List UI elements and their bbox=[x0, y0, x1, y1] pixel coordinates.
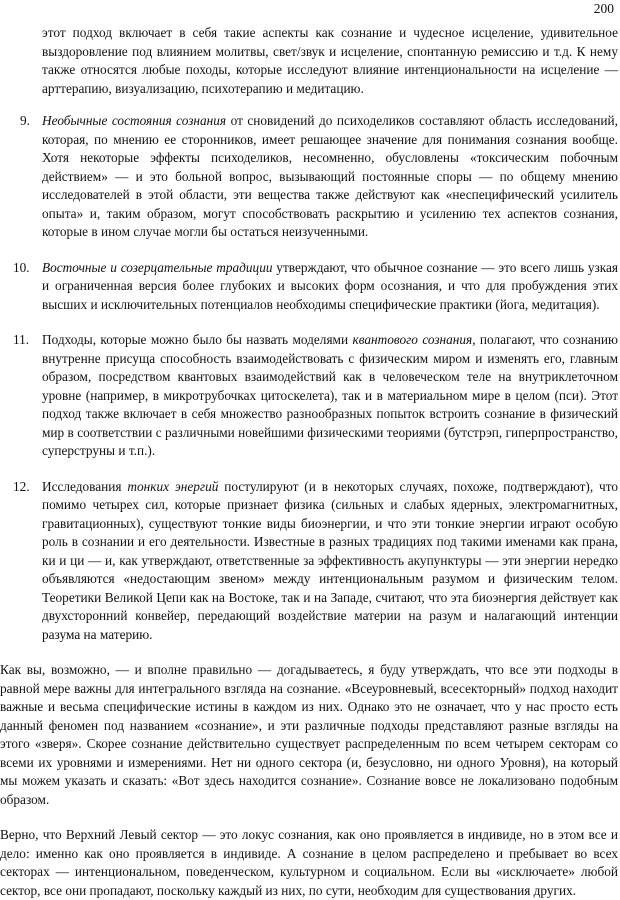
list-item-text: от сновидений до психоделиков составляют область исследований, которая, по мнению ее сторонников, имеет решающее значение для понимания сознания вообще. Хотя некоторые эффекты психоделиков, несомненно, обусловлены «токсическим побочным действием» — и это больной вопрос, вызывающий постоянные споры — по общему мнению исследователей в этой области, эти вещества также действуют как «неспецифический усилитель опыта» и, таким образом, могут способствовать раскрытию и усилению тех аспектов сознания, которые в ином случае могли бы остаться неизученными. bbox=[42, 113, 618, 239]
list-item-9 bbox=[20, 112, 618, 242]
list-item-text: утверждают, что обычное сознание — это всего лишь узкая и ограниченная версия более глубоких и высоких форм осознания, и что для пробуждения этих высших и исключительных потенциалов необходимы специфические практики (йога, медитация). bbox=[42, 259, 618, 312]
page-body bbox=[0, 24, 620, 900]
list-item-lead: Исследования bbox=[42, 478, 128, 494]
list-item-term: квантового сознания bbox=[352, 332, 473, 347]
list-item-11 bbox=[13, 331, 618, 461]
list-item-number: 11. bbox=[13, 332, 30, 347]
list-item-text: постулируют (и в некоторых случаях, похоже, подтверждают), что помимо четырех сил, которые признает физика (сильных и слабых ядерных, электромагнитных, гравитационных), существуют тонкие виды биоэнергии, и что эти тонкие энергии играют особую роль в сознании и его деятельности. Известные в разных традициях под такими именами как прана, ки и ци — и, как утверждают, ответственные за эффективность акупунктуры — эти энергии нередко объявляются «недостающим звеном» между интенциональным разумом и физическим телом. Теоретики Великой Цепи как на Востоке, так и на Западе, считают, что эта биоэнергия действует как двухсторонний конвейер, передающий воздействие материи на разум и налагающий интенции разума на материю. bbox=[42, 478, 619, 642]
numbered-list bbox=[0, 112, 620, 644]
list-item-10 bbox=[13, 259, 618, 315]
body-paragraph: Верно, что Верхний Левый сектор — это локус сознания, как оно проявляется в индивиде, но в этом все и дело: именно как оно проявляется в индивиде. А сознание в целом распределено и пребывает во всех секторах — интенциональном, поведенческом, культурном и социальном. Если вы «исключаете» любой сектор, все они пропадают, поскольку каждый из них, по сути, необходим для существования других. bbox=[0, 827, 618, 898]
list-item-8-continuation: этот подход включает в себя такие аспекты как сознание и чудесное исцеление, удивительное выздоровление под влиянием молитвы, свет/звук и исцеление, спонтанную ремиссию и т.д. К нему также относятся любые походы, которые исследуют влияние интенциональности на исцеление — арттерапию, визуализацию, психотерапию и медитацию. bbox=[42, 25, 618, 96]
list-item-number: 10. bbox=[13, 259, 30, 275]
list-item-term: тонких энергий bbox=[127, 478, 219, 494]
list-item-term: Восточные и созерцательные традиции bbox=[42, 259, 273, 275]
list-item-lead: Подходы, которые можно было бы назвать моделями bbox=[42, 332, 353, 347]
list-item-number: 9. bbox=[20, 113, 30, 128]
list-item-number: 12. bbox=[13, 478, 30, 494]
body-paragraph: Как вы, возможно, — и вполне правильно — догадываетесь, я буду утверждать, что все эти подходы в равной мере важны для интегрального взгляда на сознание. «Всеуровневый, всесекторный» подход находит важные и весьма специфические истины в каждом из них. Однако это не означает, что у нас просто есть данный феномен под названием «сознание», и эти различные подходы представляют разные взгляды на этого «зверя». Скорее сознание действительно существует распределенным по всем четырем секторам со всеми их уровнями и измерениями. Нет ни одного сектора (и, безусловно, ни одного Уровня), на который мы можем указать и сказать: «Вот здесь находится сознание». Сознание вовсе не локализовано подобным образом. bbox=[0, 662, 618, 807]
list-item-text: , полагают, что сознанию внутренне присуща способность взаимодействовать с физическим миром и изменять его, главным образом, посредством квантовых взаимодействий как в человеческом теле на внутриклеточном уровне (например, в микротрубочках цитоскелета), так и в материальном мире в целом (пси). Этот подход также включает в себя множество разнообразных попыток встроить сознание в физический мир в соответствии с различными новейшими физическими теориями (бутстрэп, гиперпространство, суперструны и т.п.). bbox=[42, 332, 618, 458]
list-item-12 bbox=[13, 478, 619, 645]
page-number: 200 bbox=[593, 1, 614, 16]
list-item-term: Необычные состояния сознания bbox=[42, 113, 227, 128]
